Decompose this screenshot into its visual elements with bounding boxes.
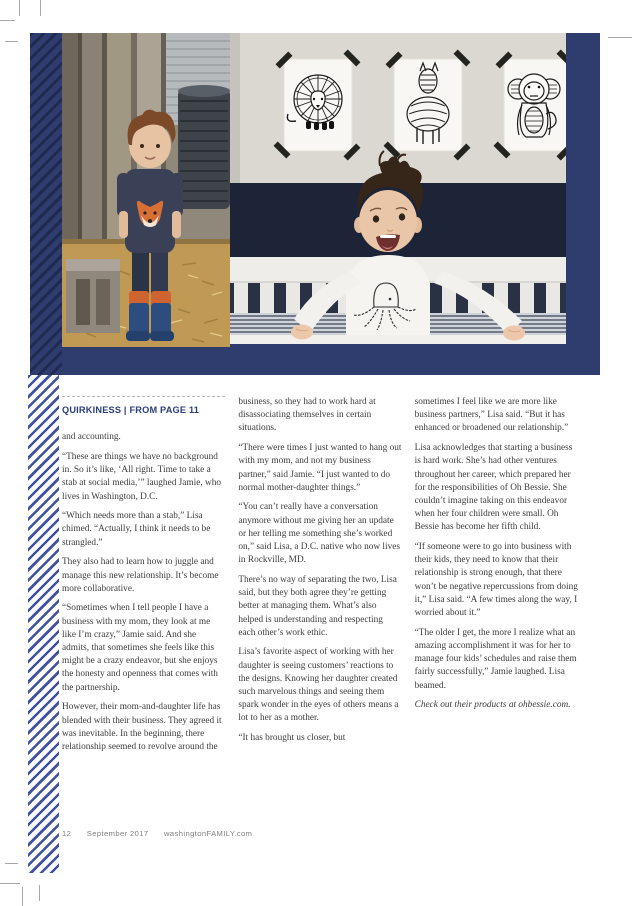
- paragraph: There’s no way of separating the two, Lisa said, but they both agree they’re getting better at managing them. What’s also helped is understanding and respecting each other’s work ethic.: [238, 574, 397, 638]
- page-number: 12: [62, 829, 72, 838]
- paragraph: Lisa acknowledges that starting a business is hard work. She’s had other ventures throughout her career, which prepared her for the responsibilities of Oh Bessie. She couldn’t imagine taking on this endeavor when her four children were small. Oh Bessie has become her fifth child.: [414, 443, 573, 533]
- crop-mark: [0, 20, 15, 21]
- paragraph: “It has brought us closer, but: [238, 733, 346, 744]
- baby-left-hand: [291, 325, 313, 340]
- paragraph: “There were times I just wanted to hang out with my mom, and not my business partner,” said Jamie. “I just wanted to do normal mother-daughter things.”: [238, 443, 402, 493]
- baby-crib-illustration: [230, 33, 566, 344]
- article-column-3: [415, 396, 578, 761]
- crop-mark: [22, 887, 23, 906]
- toddler-photo-illustration: [62, 33, 230, 347]
- crop-mark: [39, 885, 40, 901]
- baby-right-hand: [503, 326, 525, 341]
- column-paragraphs: [238, 396, 401, 745]
- issue-date: September 2017: [86, 829, 149, 838]
- crop-mark: [608, 37, 632, 38]
- column-paragraphs: [415, 396, 578, 693]
- article-column-2: [238, 396, 401, 761]
- article-body: [62, 396, 578, 761]
- paragraph: sometimes I feel like we are more like business partners,” Lisa said. “But it has enhanced or broadened our relationship.”: [414, 397, 569, 434]
- baby-crib-photo: [230, 33, 566, 344]
- paragraph: and accounting.: [62, 432, 121, 443]
- closing-note: Check out their products at ohbessie.com.: [414, 700, 571, 711]
- crop-mark: [5, 863, 18, 864]
- paragraph: Lisa’s favorite aspect of working with her daughter is seeing customers’ reactions to the designs. Knowing her daughter created such marvelous things and seeing them spark wonder in the eyes of others means a lot to her as a mother.: [238, 647, 399, 724]
- crop-mark: [5, 41, 18, 42]
- paragraph: “These are things we have no background in. So it’s like, ‘All right. Time to take a stab at social media,’” laughed Jamie, who lives in Washington, D.C.: [62, 451, 222, 502]
- diagonal-stripe-bar: [30, 33, 62, 375]
- page-footer: [62, 829, 265, 838]
- crop-mark: [40, 0, 41, 16]
- concrete-block: [66, 259, 120, 333]
- toddler-photo: [62, 33, 230, 347]
- photo-band: [30, 33, 600, 375]
- paragraph: They also had to learn how to juggle and manage this new relationship. It’s become more collaborative.: [62, 557, 219, 594]
- paragraph: “You can’t really have a conversation anymore without me giving her an update or her telling me something she’s worked on,” said Lisa, a D.C. native who now lives in Rockville, MD.: [238, 502, 400, 566]
- paragraph: business, so they had to work hard at disassociating themselves in certain situations.: [238, 397, 376, 434]
- paragraph: “Sometimes when I tell people I have a business with my mom, they look at me like I’m crazy,” Jamie said. And she admits, that sometimes she feels like this might be a crazy endeavor, but she enjoys the honesty and openness that comes with the partnership.: [62, 603, 218, 693]
- paragraph: However, their mom-and-daughter life has blended with their business. They agreed it was inevitable. In the beginning, there relationship seemed to revolve around the: [62, 702, 222, 752]
- website-url: washingtonFAMILY.com: [164, 829, 253, 838]
- article-column-1: [62, 396, 225, 761]
- section-kicker: QUIRKINESS | FROM PAGE 11: [62, 396, 225, 417]
- paragraph: “The older I get, the more I realize what an amazing accomplishment it was for her to manage four kids’ schedules and raise them fairly successfully,” Jamie laughed. Lisa beamed.: [414, 627, 577, 691]
- crop-mark: [19, 0, 20, 16]
- column-paragraphs: [62, 431, 225, 754]
- paragraph: “Which needs more than a stab,” Lisa chimed. “Actually, I think it needs to be strangled.”: [62, 511, 211, 548]
- crop-mark: [0, 883, 20, 884]
- left-margin-stripes: [28, 375, 59, 873]
- paragraph: “If someone were to go into business with their kids, they need to know that their relationship is strong enough, that there won’t be negative repercussions from doing it,” Lisa said. “A few times along the way, I worried about it.”: [414, 542, 578, 619]
